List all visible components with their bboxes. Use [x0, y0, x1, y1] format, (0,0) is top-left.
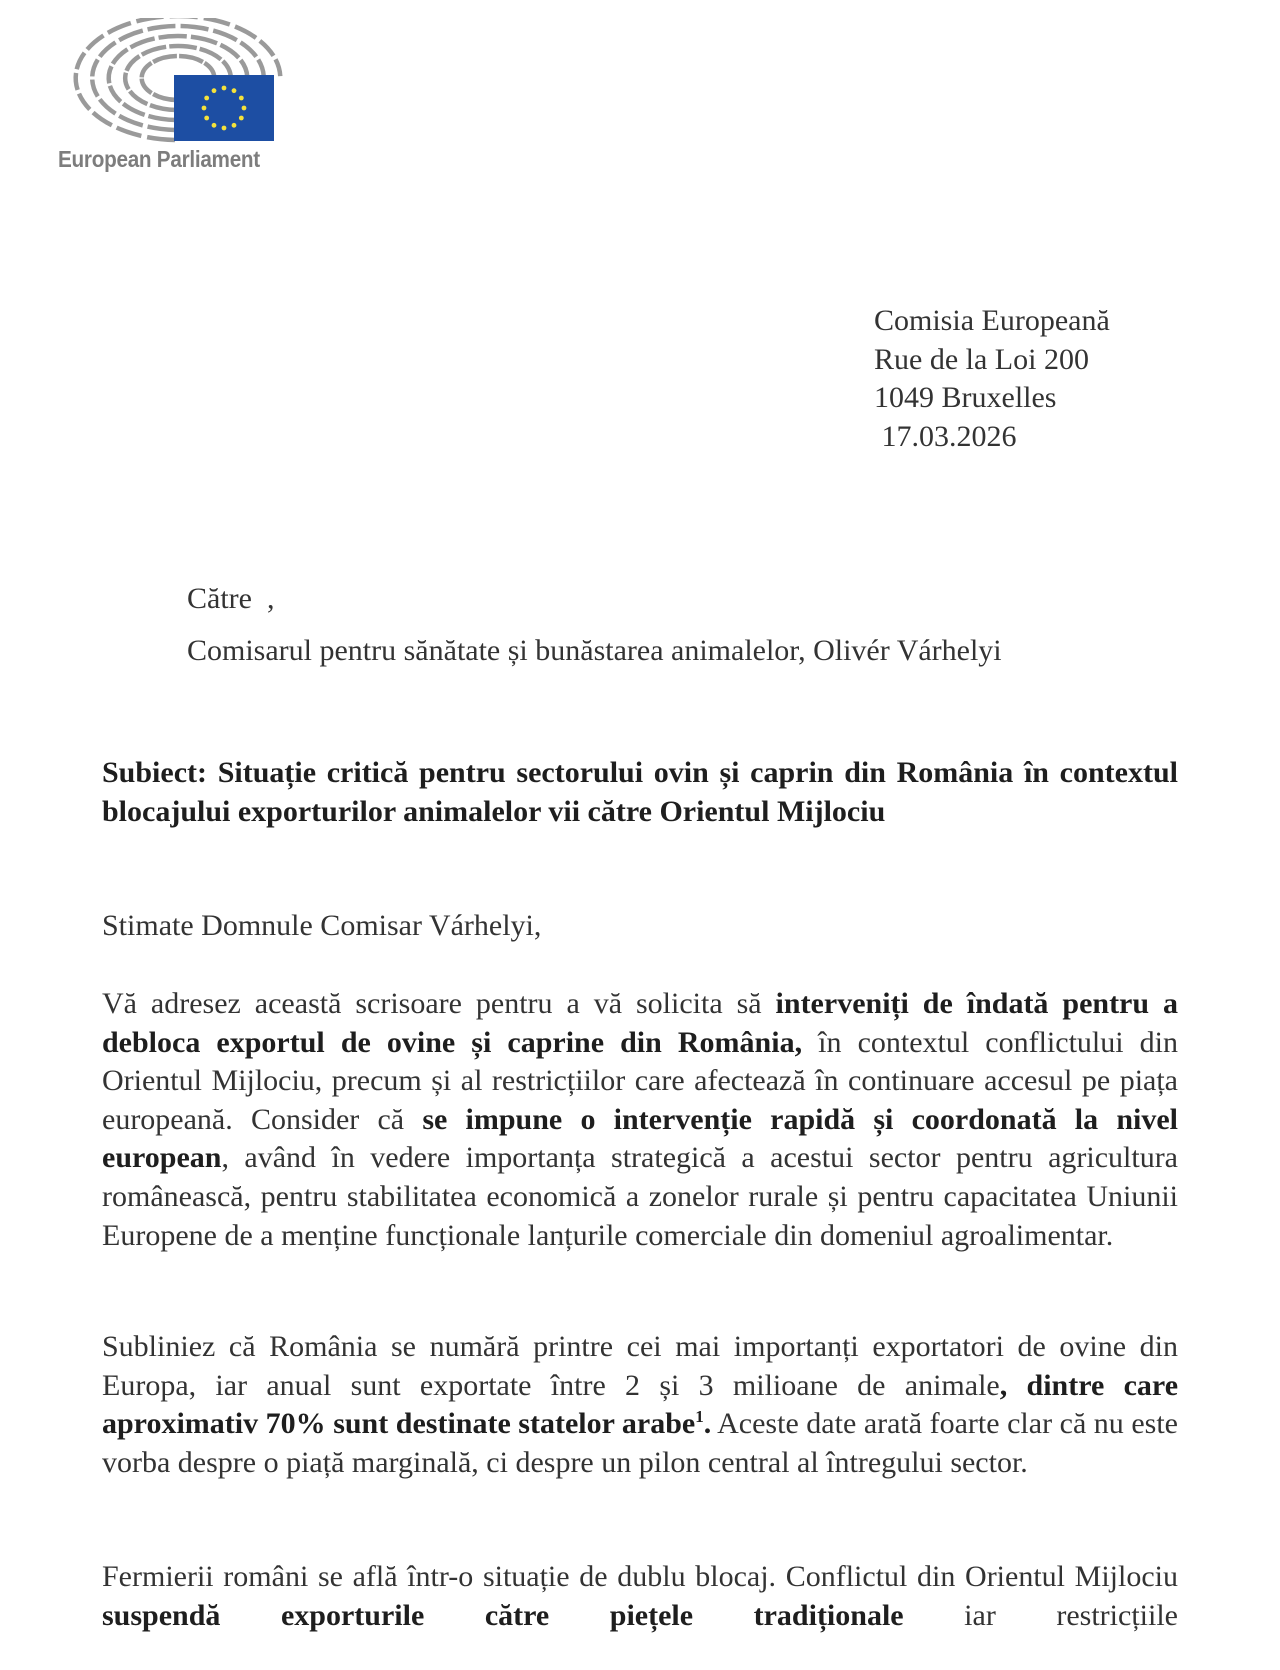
- emphasized-text: .: [703, 1407, 712, 1441]
- hemicycle-seat-row: [92, 80, 98, 97]
- hemicycle-seat-row: [130, 91, 148, 104]
- hemicycle-seat-row: [260, 41, 274, 56]
- emphasized-text: se impune o intervenție rapidă și coordonată la nivel european: [102, 1102, 1178, 1175]
- hemicycle-seat-row: [147, 137, 175, 140]
- hemicycle-seat-row: [113, 49, 128, 64]
- eu-star-icon: [212, 88, 217, 93]
- emphasized-text: interveniți de îndată pentru a debloca exportul de ovine și caprine din România,: [102, 987, 1179, 1059]
- hemicycle-seat-row: [93, 113, 112, 126]
- eu-star-icon: [204, 96, 209, 101]
- hemicycle-seat-row: [181, 26, 209, 29]
- hemicycle-seat-row: [204, 18, 230, 25]
- hemicycle-seat-row: [258, 60, 264, 77]
- hemicycle-seat-row: [130, 38, 154, 47]
- hemicycle-seat-row: [150, 105, 176, 110]
- hemicycle-seat-row: [119, 31, 143, 41]
- hemicycle-seat-row: [123, 104, 145, 115]
- hemicycle-seat-row: [92, 60, 98, 77]
- hemicycle-seat-row: [77, 53, 85, 69]
- emphasized-text: , dintre care aproximativ 70% sunt destinate statelor arabe: [102, 1368, 1179, 1441]
- body-paragraph: [102, 1558, 1178, 1635]
- hemicycle-seat-row: [179, 56, 203, 62]
- eu-flag-icon: [174, 75, 274, 141]
- hemicycle-seat-row: [142, 63, 152, 77]
- hemicycle-seat-row: [142, 79, 152, 93]
- hemicycle-seat-row: [127, 56, 140, 71]
- paragraph-text: Fermierii români se află într-o situație de dublu blocaj. Conflictul din Orientul Mijlociu: [102, 1560, 1178, 1593]
- hemicycle-seat-row: [241, 60, 248, 77]
- paragraph-text: Vă adresez această scrisoare pentru a vă solicita să: [102, 987, 776, 1020]
- eu-star-icon: [239, 116, 244, 121]
- hemicycle-seat-row: [110, 86, 121, 102]
- eu-star-icon: [202, 106, 207, 111]
- eu-star-icon: [222, 126, 227, 131]
- eu-star-icon: [232, 88, 237, 93]
- body-paragraph: [102, 1328, 1178, 1482]
- hemicycle-seat-row: [200, 49, 221, 60]
- hemicycle-seat-row: [108, 23, 131, 33]
- footnote-reference: 1: [695, 1407, 704, 1427]
- hemicycle-seat-row: [136, 18, 163, 21]
- hemicycle-seat-row: [153, 94, 177, 100]
- hemicycle-seat-row: [142, 47, 166, 55]
- eu-star-icon: [212, 123, 217, 128]
- hemicycle-seat-row: [235, 27, 256, 38]
- hemicycle-seat-row: [109, 66, 112, 83]
- hemicycle-seat-row: [76, 73, 78, 90]
- hemicycle-seat-row: [79, 94, 90, 110]
- letter-subject: Subiect: Situație critică pentru sectorului ovin și caprin din România în contextul blocajului exporturilor animalelor vii către Orientul Mijlociu: [102, 756, 1178, 828]
- addressee-block: [187, 573, 1002, 677]
- address-line-street: Rue de la Loi 200: [874, 342, 1089, 376]
- hemicycle-seat-row: [223, 61, 231, 77]
- hemicycle-seat-row: [240, 42, 256, 56]
- address-line-city: 1049 Bruxelles: [874, 381, 1057, 414]
- hemicycle-seat-row: [276, 59, 281, 76]
- hemicycle-seat-row: [159, 36, 187, 38]
- paragraph-text: în contextul conflictului din Orientul Mijlociu, precum și al restricțiilor care afectează în continuare accesul pe piața europeană. Consider că: [102, 1025, 1178, 1136]
- paragraph-text: , având în vedere importanța strategică a acestui sector pentru agricultura românească, pentru stabilitatea economică a zonelor rurale și pentru capacitatea Uniunii Europene de a menține funcționale lanțurile comerciale din domeniul agroalimentar.: [102, 1141, 1178, 1252]
- hemicycle-seat-row: [148, 26, 176, 29]
- eu-star-icon: [239, 96, 244, 101]
- eu-star-icon: [242, 106, 247, 111]
- hemicycle-seat-row: [100, 99, 116, 113]
- recipient-address-block: [874, 302, 1110, 456]
- address-line-institution: Comisia Europeană: [874, 304, 1110, 337]
- hemicycle-seat-row: [100, 42, 116, 56]
- hemicycle-icon: [58, 18, 288, 148]
- logo-text: European Parliament: [58, 146, 260, 172]
- paragraph-text: Subliniez că România se numără printre cei mai importanți exportatori de ovine din Europa, iar anual sunt exportate între 2 și 3 milioane de animale: [102, 1330, 1178, 1402]
- hemicycle-seat-row: [191, 37, 217, 44]
- hemicycle-seat-row: [220, 45, 238, 58]
- hemicycle-seat-row: [153, 56, 177, 62]
- hemicycle-seat-row: [148, 127, 176, 130]
- eu-star-icon: [204, 116, 209, 121]
- hemicycle-seat-row: [125, 73, 128, 90]
- emphasized-text: suspendă exporturile către piețele tradiționale: [102, 1598, 904, 1632]
- addressee-label: Către ,: [187, 582, 275, 615]
- eu-star-icon: [222, 86, 227, 91]
- salutation: Stimate Domnule Comisar Várhelyi,: [102, 909, 542, 942]
- body-paragraph: [102, 985, 1178, 1255]
- eu-star-icon: [232, 123, 237, 128]
- hemicycle-seat-row: [148, 116, 176, 120]
- hemicycle-seat-row: [87, 35, 103, 49]
- paragraph-text: Aceste date arată foarte clar că nu este vorba despre o piață marginală, ci despre un pilon central al întregului sector.: [102, 1407, 1178, 1479]
- letter-date: 17.03.2026: [874, 419, 1017, 453]
- hemicycle-seat-row: [213, 31, 237, 41]
- hemicycle-seat-row: [119, 116, 143, 126]
- hemicycle-seat-row: [169, 46, 196, 48]
- paragraph-text: iar restricțiile: [903, 1598, 1178, 1632]
- european-parliament-logo: [58, 18, 288, 178]
- addressee-name: Comisarul pentru sănătate și bunăstarea animalelor, Olivér Várhelyi: [187, 634, 1002, 667]
- hemicycle-seat-row: [117, 128, 142, 136]
